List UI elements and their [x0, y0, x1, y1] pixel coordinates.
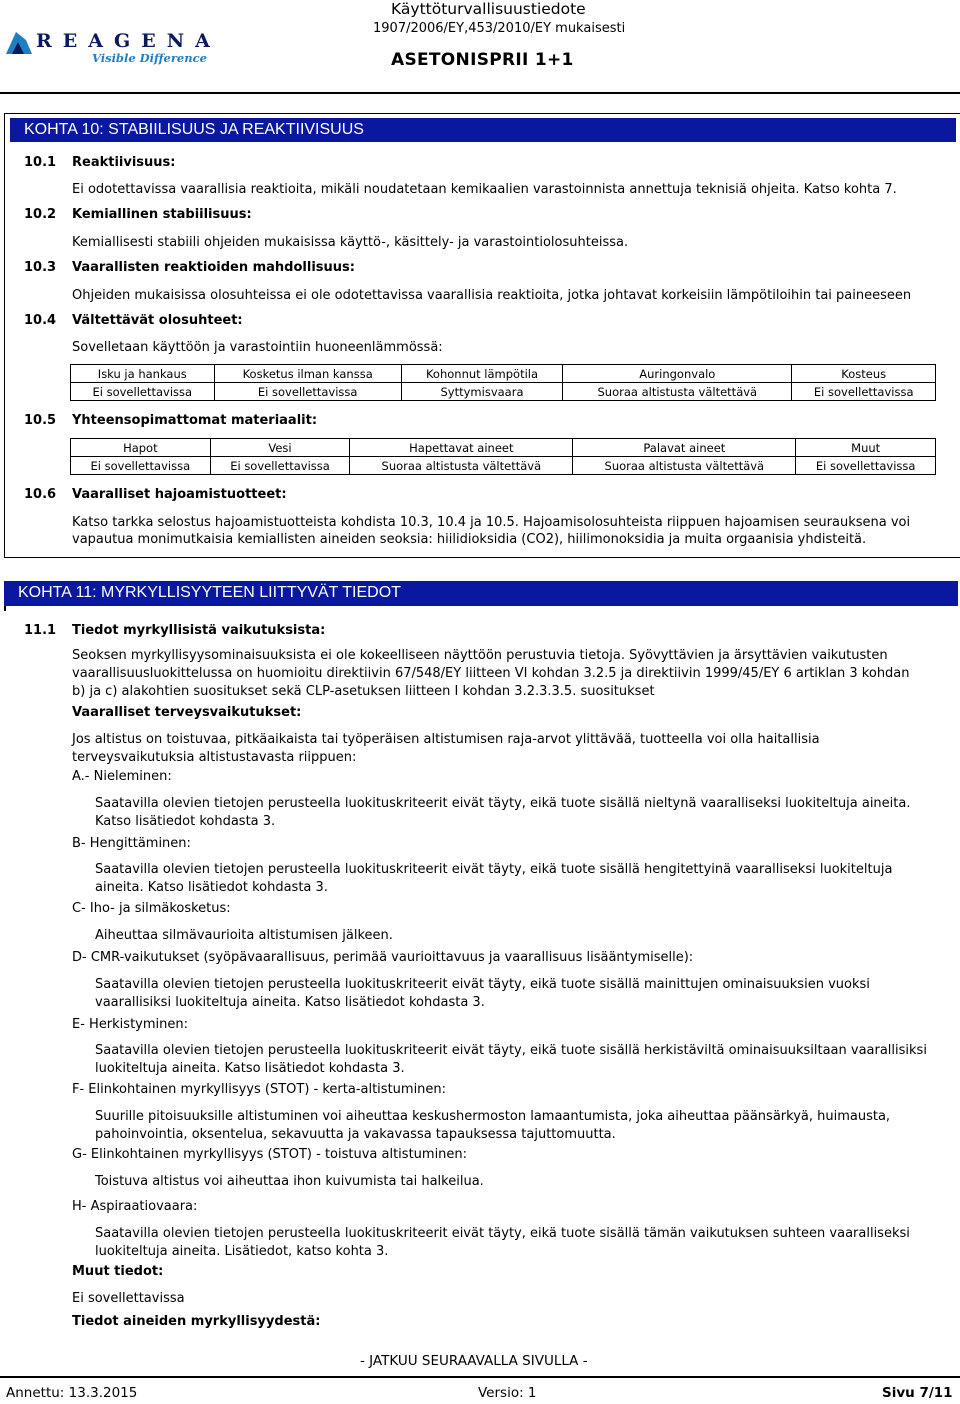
section-number: 10.3 [24, 260, 57, 275]
logo-name: REAGENA [36, 30, 221, 52]
exposure-route-label: B- Hengittäminen: [72, 836, 191, 851]
exposure-route-text: Katso lisätiedot kohdasta 3. [95, 814, 276, 829]
section-10-heading: KOHTA 10: STABIILISUUS JA REAKTIIVISUUS [10, 118, 956, 142]
table-header-cell: Palavat aineet [573, 439, 796, 457]
toxicology-text-line: b) ja c) alakohtien suositukset sekä CLP-asetuksen liitteen I kohdan 3.2.3.3.5. suositukset [72, 684, 655, 699]
section-number: 11.1 [24, 623, 57, 638]
incompatible-materials-table [70, 438, 936, 475]
section-number: 10.6 [24, 487, 57, 502]
exposure-route-text: aineita. Katso lisätiedot kohdasta 3. [95, 880, 328, 895]
table-header-cell: Vesi [210, 439, 350, 457]
regulation-reference: 1907/2006/EY,453/2010/EY mukaisesti [373, 21, 626, 36]
table-cell: Suoraa altistusta vältettävä [350, 457, 573, 475]
version: Versio: 1 [478, 1385, 537, 1401]
header-divider [0, 92, 960, 94]
hazards-text-line: Jos altistus on toistuvaa, pitkäaikaista tai työperäisen altistumisen raja-arvot ylittävää, tuotteella voi olla haitallisia [72, 732, 820, 747]
table-header-cell: Hapettavat aineet [350, 439, 573, 457]
stability-text: Kemiallisesti stabiili ohjeiden mukaisissa käyttö-, käsittely- ja varastointiolosuhteissa. [72, 235, 629, 250]
section-number: 10.1 [24, 155, 57, 170]
table-header-cell: Hapot [71, 439, 211, 457]
table-header-cell: Isku ja hankaus [71, 365, 215, 383]
subsection-title: Tiedot myrkyllisistä vaikutuksista: [72, 623, 326, 638]
table-cell: Ei sovellettavissa [214, 383, 401, 401]
hazards-text-line: terveysvaikutuksia altistustavasta riippuen: [72, 750, 357, 765]
exposure-route-label: C- Iho- ja silmäkosketus: [72, 901, 231, 916]
substance-toxicity-heading: Tiedot aineiden myrkyllisyydestä: [72, 1314, 321, 1329]
exposure-route-label: D- CMR-vaikutukset (syöpävaarallisuus, perimää vaurioittavuus ja vaarallisuus lisääntymiselle): [72, 950, 694, 965]
exposure-route-text: Toistuva altistus voi aiheuttaa ihon kuivumista tai halkeilua. [95, 1174, 484, 1189]
conditions-table [70, 364, 936, 401]
subsection-title: Vältettävät olosuhteet: [72, 313, 243, 328]
table-cell: Ei sovellettavissa [71, 383, 215, 401]
reactivity-text: Ei odotettavissa vaarallisia reaktioita, mikäli noudatetaan kemikaalien varastoinnista annettuja teknisiä ohjeita. Katso kohta 7. [72, 182, 897, 197]
table-cell: Suoraa altistusta vältettävä [563, 383, 792, 401]
table-cell: Ei sovellettavissa [71, 457, 211, 475]
section-11-frame [4, 606, 6, 611]
table-row [71, 383, 936, 401]
exposure-route-label: F- Elinkohtainen myrkyllisyys (STOT) - kerta-altistuminen: [72, 1082, 447, 1097]
hazards-heading: Vaaralliset terveysvaikutukset: [72, 705, 302, 720]
exposure-route-label: G- Elinkohtainen myrkyllisyys (STOT) - toistuva altistuminen: [72, 1147, 468, 1162]
product-name: ASETONISPRII 1+1 [391, 50, 574, 70]
footer-divider [0, 1376, 960, 1378]
exposure-route-text: pahoinvointia, oksentelua, sekavuutta ja vakavassa tapauksessa tajuttomuutta. [95, 1127, 616, 1142]
table-header-cell: Kohonnut lämpötila [401, 365, 562, 383]
exposure-route-label: E- Herkistyminen: [72, 1017, 188, 1032]
table-header-row [71, 439, 936, 457]
toxicology-text-line: Seoksen myrkyllisyysominaisuuksista ei ole kokeelliseen näyttöön perustuvia tietoja. Syövyttävien ja ärsyttävien vaikutusten [72, 648, 888, 663]
other-info-heading: Muut tiedot: [72, 1264, 164, 1279]
section-11-heading: KOHTA 11: MYRKYLLISYYTEEN LIITTYVÄT TIEDOT [4, 581, 958, 606]
exposure-route-label: A.- Nieleminen: [72, 769, 172, 784]
table-cell: Syttymisvaara [401, 383, 562, 401]
table-row [71, 457, 936, 475]
page-number: Sivu 7/11 [882, 1385, 953, 1401]
conditions-text: Sovelletaan käyttöön ja varastointiin huoneenlämmössä: [72, 340, 443, 355]
exposure-route-text: Saatavilla olevien tietojen perusteella luokituskriteerit eivät täyty, eikä tuote sisällä mainittujen ominaisuuksien vuoksi [95, 977, 870, 992]
hazardous-reactions-text: Ohjeiden mukaisissa olosuhteissa ei ole odotettavissa vaarallisia reaktioita, jotka johtavat korkeisiin lämpötiloihin tai paineeseen [72, 288, 912, 303]
table-cell: Ei sovellettavissa [796, 457, 936, 475]
exposure-route-text: Saatavilla olevien tietojen perusteella luokituskriteerit eivät täyty, eikä tuote sisällä herkistäviltä ominaisuuksiltaan vaarallisiksi [95, 1043, 927, 1058]
issue-date: Annettu: 13.3.2015 [6, 1385, 138, 1401]
reagena-logo-icon [4, 30, 34, 56]
toxicology-text-line: vaarallisuusluokittelussa on huomioitu direktiivin 67/548/EY liitteen VI kohdan 3.2.5 ja direktiivin 1999/45/EY 6 artiklan 3 kohdan [72, 666, 910, 681]
exposure-route-text: Saatavilla olevien tietojen perusteella luokituskriteerit eivät täyty, eikä tuote sisällä hengitettyinä vaaralliseksi luokiteltuja [95, 862, 893, 877]
table-header-cell: Kosteus [792, 365, 936, 383]
table-header-row [71, 365, 936, 383]
table-header-cell: Auringonvalo [563, 365, 792, 383]
logo-tagline: Visible Difference [92, 51, 207, 65]
document-title: Käyttöturvallisuustiedote [391, 0, 586, 18]
exposure-route-label: H- Aspiraatiovaara: [72, 1199, 198, 1214]
other-info-text: Ei sovellettavissa [72, 1291, 185, 1306]
subsection-title: Vaaralliset hajoamistuotteet: [72, 487, 287, 502]
exposure-route-text: Saatavilla olevien tietojen perusteella luokituskriteerit eivät täyty, eikä tuote sisällä tämän vaikutuksen suhteen vaaralliseksi [95, 1226, 910, 1241]
exposure-route-text: vaarallisiksi luokiteltuja aineita. Katso lisätiedot kohdasta 3. [95, 995, 485, 1010]
table-cell: Suoraa altistusta vältettävä [573, 457, 796, 475]
section-number: 10.2 [24, 207, 57, 222]
exposure-route-text: Saatavilla olevien tietojen perusteella luokituskriteerit eivät täyty, eikä tuote sisällä nieltynä vaaralliseksi luokiteltuja aineita. [95, 796, 911, 811]
subsection-title: Reaktiivisuus: [72, 155, 176, 170]
decomposition-text-line: vapautua monimutkaisia kemiallisten aineiden seoksia: hiilidioksidia (CO2), hiilimonoksidia ja muita orgaanisia yhdisteitä. [72, 532, 867, 547]
table-cell: Ei sovellettavissa [792, 383, 936, 401]
exposure-route-text: Suurille pitoisuuksille altistuminen voi aiheuttaa keskushermoston lamaantumista, joka aiheuttaa päänsärkyä, huimausta, [95, 1109, 891, 1124]
section-number: 10.5 [24, 413, 57, 428]
continues-note: - JATKUU SEURAAVALLA SIVULLA - [360, 1353, 588, 1369]
subsection-title: Kemiallinen stabiilisuus: [72, 207, 252, 222]
exposure-route-text: luokiteltuja aineita. Katso lisätiedot kohdasta 3. [95, 1061, 405, 1076]
decomposition-text-line: Katso tarkka selostus hajoamistuotteista kohdista 10.3, 10.4 ja 10.5. Hajoamisolosuhteista riippuen hajoamisen seurauksena voi [72, 515, 911, 530]
section-number: 10.4 [24, 313, 57, 328]
table-header-cell: Kosketus ilman kanssa [214, 365, 401, 383]
table-header-cell: Muut [796, 439, 936, 457]
subsection-title: Yhteensopimattomat materiaalit: [72, 413, 318, 428]
table-cell: Ei sovellettavissa [210, 457, 350, 475]
subsection-title: Vaarallisten reaktioiden mahdollisuus: [72, 260, 355, 275]
exposure-route-text: luokiteltuja aineita. Lisätiedot, katso kohta 3. [95, 1244, 389, 1259]
exposure-route-text: Aiheuttaa silmävaurioita altistumisen jälkeen. [95, 928, 393, 943]
